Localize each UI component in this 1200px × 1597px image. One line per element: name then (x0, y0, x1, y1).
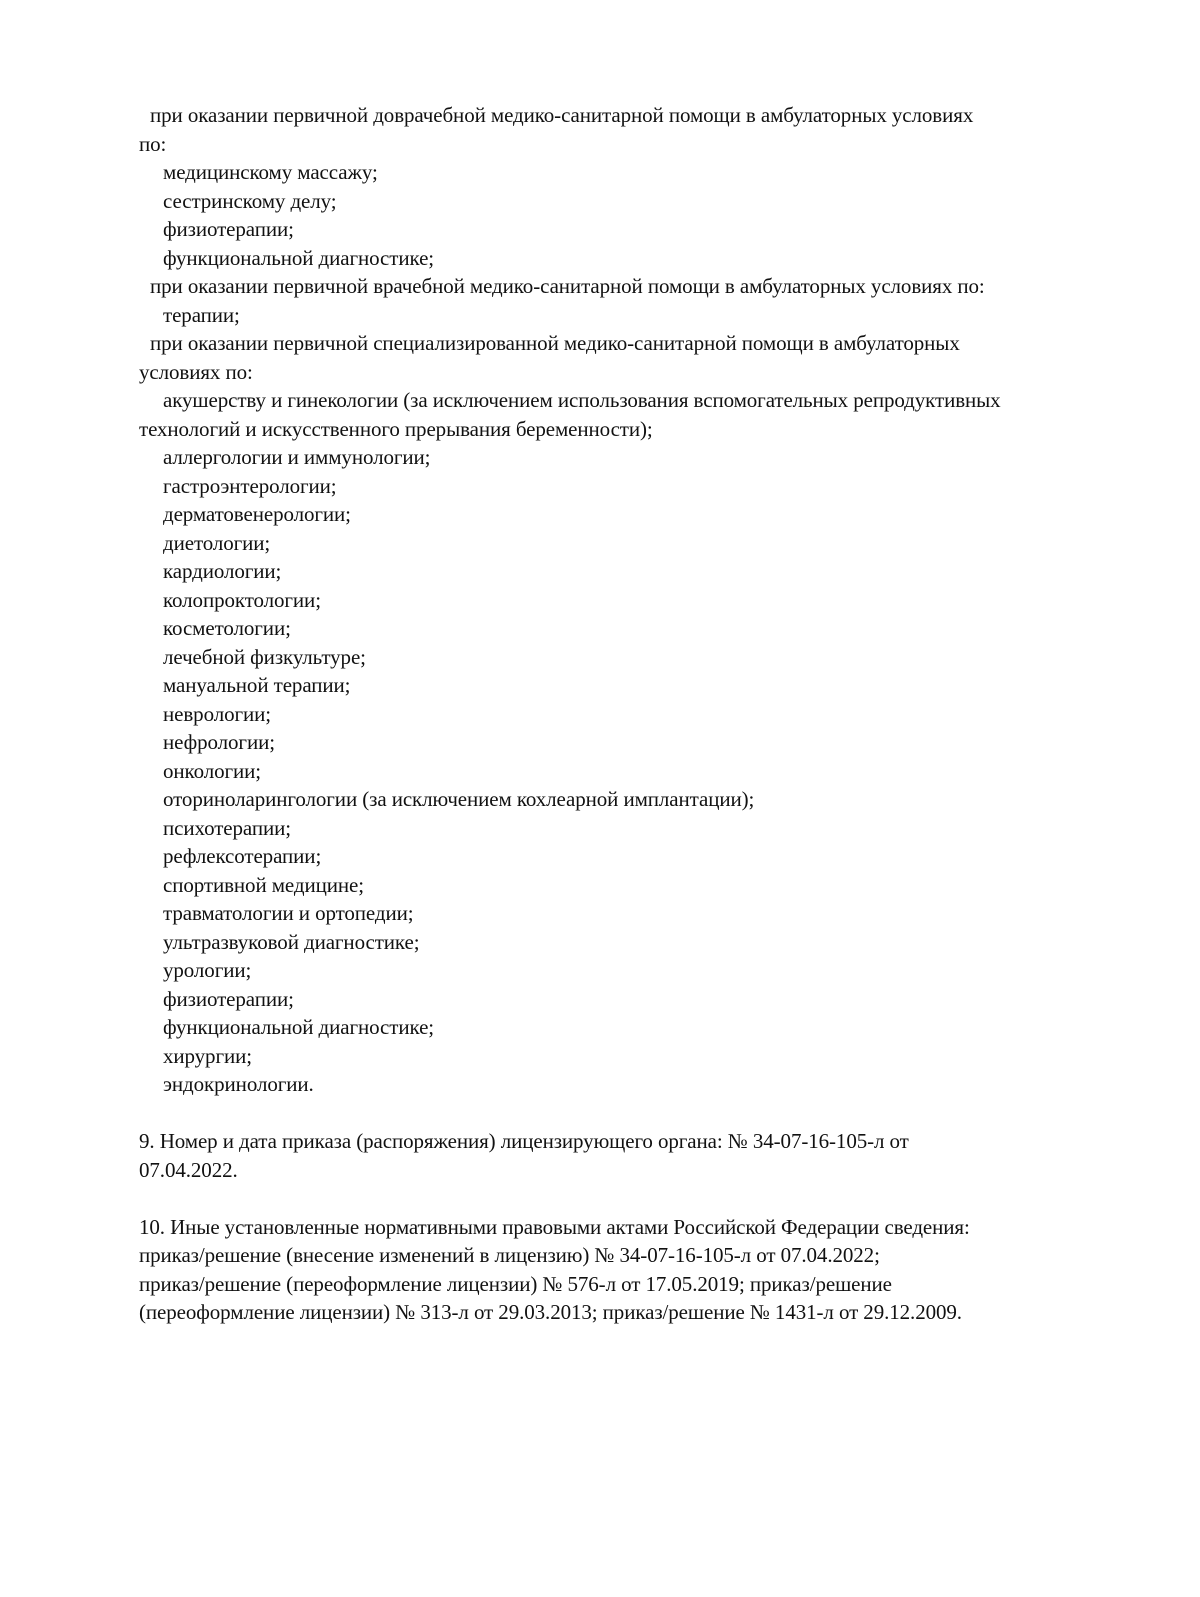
list-item: кардиологии; (163, 559, 282, 583)
list-item: терапии; (163, 302, 240, 327)
section-doctor-care (139, 272, 1129, 329)
spacer (139, 1184, 1129, 1213)
list-item: функциональной диагностике; (163, 245, 435, 270)
list-item: психотерапии; (163, 815, 292, 840)
pre-doctor-items (139, 158, 1129, 272)
list-item: лечебной физкультуре; (163, 644, 366, 669)
doctor-items (139, 301, 1129, 330)
list-item: спортивной медицине; (163, 872, 364, 897)
list-item: функциональной диагностике; (163, 1015, 435, 1039)
list-item: рефлексотерапии; (163, 844, 322, 868)
clause-10-line: (переоформление лицензии) № 313-л от 29.03.2013; приказ/решение № 1431-л от 29.12.2009. (139, 1300, 962, 1324)
list-item: эндокринологии. (163, 1072, 314, 1096)
specialized-items (139, 443, 1129, 1099)
list-item: онкологии; (163, 758, 262, 783)
list-item: хирургии; (163, 1043, 252, 1068)
list-item: физиотерапии; (163, 986, 294, 1011)
section-heading: при оказании первичной доврачебной медико-санитарной помощи в амбулаторных условиях (150, 103, 974, 127)
list-item: нефрологии; (163, 730, 275, 754)
section-pre-doctor-care (139, 101, 1129, 272)
list-item: аллергологии и иммунологии; (163, 445, 431, 469)
list-item: ультразвуковой диагностике; (163, 929, 420, 954)
clause-10 (139, 1213, 1129, 1327)
list-item: урологии; (163, 958, 252, 982)
list-item: дерматовенерологии; (163, 502, 351, 526)
clause-10-line: приказ/решение (переоформление лицензии) № 576-л от 17.05.2019; приказ/решение (139, 1271, 892, 1296)
list-item: физиотерапии; (163, 217, 294, 241)
list-item: косметологии; (163, 616, 291, 640)
clause-10-line: 10. Иные установленные нормативными правовыми актами Российской Федерации сведения: (139, 1214, 970, 1239)
section-heading-cont: условиях по: (139, 359, 253, 384)
list-item: оториноларингологии (за исключением кохлеарной имплантации); (163, 787, 755, 811)
clause-9-line: 9. Номер и дата приказа (распоряжения) лицензирующего органа: № 34-07-16-105-л от (139, 1129, 909, 1153)
document-page (139, 101, 1129, 1327)
spacer (139, 1099, 1129, 1128)
list-item: гастроэнтерологии; (163, 473, 337, 498)
clause-10-line: приказ/решение (внесение изменений в лицензию) № 34-07-16-105-л от 07.04.2022; (139, 1243, 880, 1267)
list-item-cont: технологий и искусственного прерывания беременности); (139, 416, 653, 441)
list-item: сестринскому делу; (163, 188, 337, 213)
section-heading: при оказании первичной специализированной медико-санитарной помощи в амбулаторных (150, 331, 960, 355)
list-item: неврологии; (163, 701, 272, 726)
list-item: колопроктологии; (163, 587, 321, 612)
list-item: акушерству и гинекологии (за исключением использования вспомогательных репродуктивных (163, 388, 1001, 412)
section-specialized-care (139, 329, 1129, 1099)
clause-9-line: 07.04.2022. (139, 1157, 238, 1182)
list-item: медицинскому массажу; (163, 160, 378, 184)
section-heading-cont: по: (139, 131, 167, 156)
section-heading: при оказании первичной врачебной медико-санитарной помощи в амбулаторных условиях по: (150, 274, 985, 298)
list-item: мануальной терапии; (163, 673, 351, 697)
list-item: травматологии и ортопедии; (163, 901, 414, 925)
clause-9 (139, 1127, 1129, 1184)
list-item: диетологии; (163, 530, 271, 555)
